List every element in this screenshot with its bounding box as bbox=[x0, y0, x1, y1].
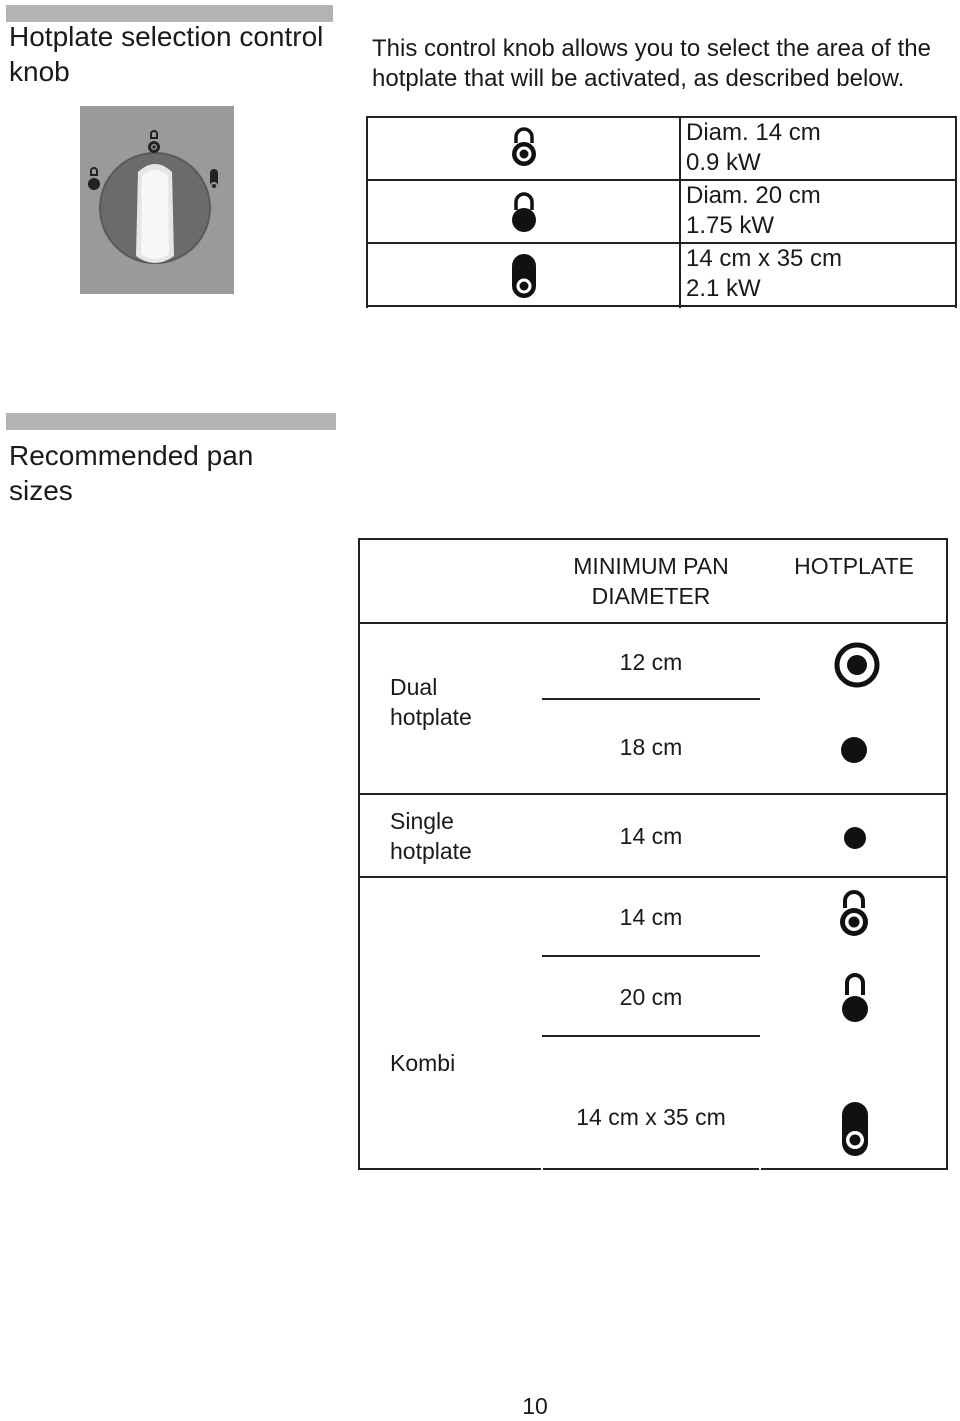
filled-dot-small-icon bbox=[843, 826, 867, 850]
kombi-diameter-1: 14 cm bbox=[619, 904, 683, 930]
control-knob-photo bbox=[80, 106, 234, 294]
header-min-diameter: MINIMUM PAN DIAMETER bbox=[573, 553, 729, 609]
kombi-diameter-2: 20 cm bbox=[619, 984, 683, 1010]
row3-size: 14 cm x 35 cm bbox=[686, 245, 843, 272]
hotplate-selection-table bbox=[366, 116, 958, 308]
single-diameter-1: 14 cm bbox=[619, 823, 683, 849]
group-label-kombi: Kombi bbox=[390, 1050, 456, 1076]
filled-dot-large-icon bbox=[840, 736, 868, 764]
row3-power: 2.1 kW bbox=[686, 275, 761, 302]
dual-diameter-1: 12 cm bbox=[619, 649, 683, 675]
group-label-dual: Dual hotplate bbox=[390, 674, 472, 730]
pan-sizes-table bbox=[358, 538, 949, 1171]
hotplate-inner-ring-icon bbox=[509, 126, 539, 172]
kombi-medium-icon bbox=[839, 969, 871, 1027]
kombi-extended-icon bbox=[839, 1100, 871, 1158]
section1-heading: Hotplate selection control knob bbox=[9, 21, 324, 87]
hotplate-medium-icon bbox=[509, 189, 539, 239]
hotplate-extended-icon bbox=[509, 252, 539, 302]
row2-diameter: Diam. 20 cm bbox=[686, 182, 821, 209]
group-label-single: Single hotplate bbox=[390, 808, 472, 864]
row1-power: 0.9 kW bbox=[686, 149, 761, 176]
page-number: 10 bbox=[522, 1393, 548, 1419]
section2-header-bar bbox=[6, 413, 336, 430]
header-hotplate: HOTPLATE bbox=[794, 553, 914, 579]
row1-diameter: Diam. 14 cm bbox=[686, 119, 821, 146]
section1-intro: This control knob allows you to select the area of the hotplate that will be activated, as described below. bbox=[372, 35, 931, 92]
kombi-ring-icon bbox=[837, 888, 871, 944]
row2-power: 1.75 kW bbox=[686, 212, 775, 239]
kombi-diameter-3: 14 cm x 35 cm bbox=[576, 1104, 726, 1130]
section2-heading: Recommended pan sizes bbox=[9, 440, 254, 506]
ring-dot-icon bbox=[833, 641, 881, 689]
dual-diameter-2: 18 cm bbox=[619, 734, 683, 760]
